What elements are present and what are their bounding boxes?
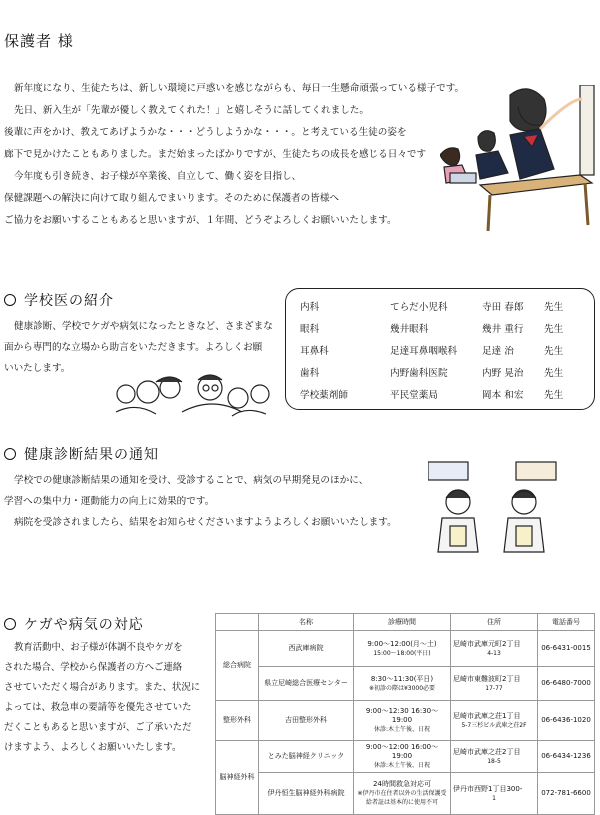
injury-heading: ケガや病気の対応 [4, 614, 144, 634]
intro-line: 今年度も引き続き、お子様が卒業後、自立して、働く姿を目指し、 [14, 171, 302, 182]
intro-line: 廊下で見かけたこともありました。まだ始まったばかりですが、生徒たちの成長を感じる日々です [4, 149, 427, 160]
students-studying-illustration [440, 85, 600, 235]
table-row: 学校薬剤師 平民堂薬局 岡本 和宏 先生 [300, 390, 564, 401]
circle-bullet-icon [4, 618, 16, 630]
injury-text: 教育活動中、お子様が体調不良やケガを された場合、学校から保護者の方へご連絡 させていただく場合があります。また、状況に よっては、救急車の要請等を優先させていた だくこともあると思いますが、ご了承いただ けますよう、よろしくお願いいたします。 [4, 642, 201, 753]
school-doctors-box [285, 288, 595, 410]
school-doctors-illustration [112, 372, 274, 420]
checkup-text: 学校での健康診断結果の通知を受け、受診することで、病気の早期発見のほかに、 学習への集中力・運動能力の向上に効果的です。 病院を受診されましたら、結果をお知らせくださいますようよろしくお願いいたします。 [4, 475, 397, 528]
students-reading-results-illustration [428, 458, 560, 554]
intro-line: 新年度になり、生徒たちは、新しい環境に戸惑いを感じながらも、毎日一生懸命頑張っている様子です。 [14, 83, 465, 94]
table-header-row: 名称 診療時間 住所 電話番号 [216, 614, 595, 631]
intro-line: ご協力をお願いすることもあると思いますが、１年間、どうぞよろしくお願いいたします。 [4, 215, 397, 226]
greeting: 保護者 様 [4, 32, 74, 50]
intro-line: 先日、新入生が「先輩が優しく教えてくれた！」と嬉しそうに話してくれました。 [14, 105, 369, 116]
school-doctors-table [300, 295, 563, 405]
table-row: 脳神経外科 とみた脳神経クリニック 9:00～12:00 16:00～19:00 休診:木土午後、日祝 尼崎市武庫之荘2丁目 18-5 06-6434-1236 [216, 741, 595, 773]
intro-line: 保健課題への解決に向けて取り組んでまいります。そのために保護者の皆様へ [4, 193, 340, 204]
table-row: 眼科 幾井眼科 幾井 重行 先生 [300, 324, 564, 335]
hospital-table [215, 613, 595, 815]
circle-bullet-icon [4, 294, 16, 306]
school-doctor-heading: 学校医の紹介 [4, 290, 114, 310]
table-row: 整形外科 吉田整形外科 9:00～12:30 16:30～19:00 休診:木土午後、日祝 尼崎市武庫之荘1丁目 5-7三杉ビル武庫之荘2F 06-6436-1020 [216, 701, 595, 741]
intro-line: 後輩に声をかけ、教えてあげようかな・・・どうしようかな・・・。と考えている生徒の姿を [4, 127, 407, 138]
table-row: 県立尼崎総合医療センター 8:30～11:30(平日) ※初診の際は¥3000必要 尼崎市東難波町2丁目 17-77 06-6480-7000 [216, 667, 595, 701]
table-row: 歯科 内野歯科医院 内野 晃治 先生 [300, 368, 564, 379]
table-row: 内科 てらだ小児科 寺田 春郎 先生 [300, 302, 564, 313]
school-doctor-text: 健康診断、学校でケガや病気になったときなど、さまざまな 面から専門的な立場から助言をいただきます。よろしくお願 いいたします。 [4, 321, 273, 374]
table-row: 伊丹恒生脳神経外科病院 24時間救急対応可 ※伊丹市在住者以外の生活保護受給者証は基本的に使用不可 伊丹市西野1丁目300- 1 072-781-6600 [216, 773, 595, 815]
intro-text [4, 78, 465, 232]
checkup-heading: 健康診断結果の通知 [4, 444, 159, 464]
table-row: 耳鼻科 足達耳鼻咽喉科 足達 治 先生 [300, 346, 564, 357]
circle-bullet-icon [4, 448, 16, 460]
table-row: 総合病院 西武庫病院 9:00～12:00(月～土) 15:00～18:00(平日) 尼崎市武庫元町2丁目 4-13 06-6431-0015 [216, 631, 595, 667]
